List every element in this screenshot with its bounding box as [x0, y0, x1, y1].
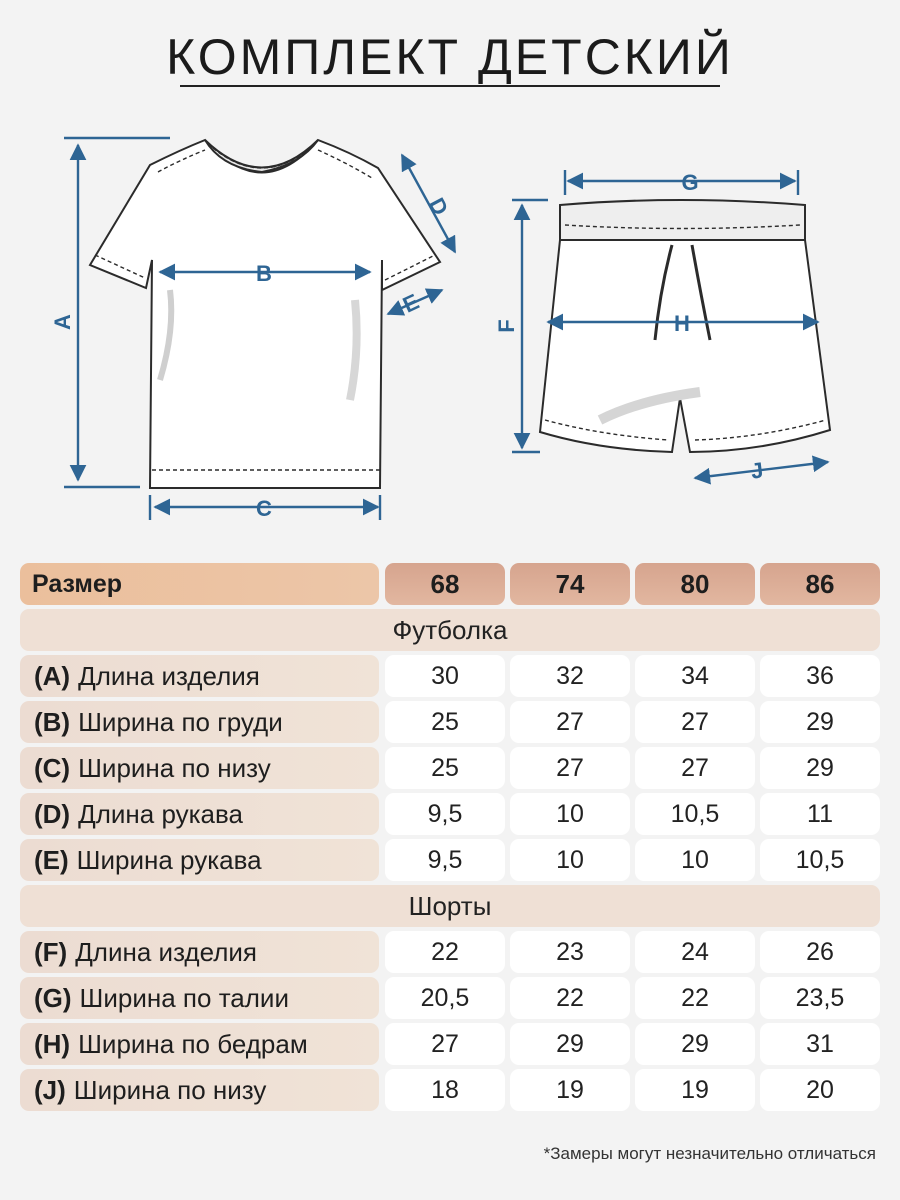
size-header-80: 80 — [635, 563, 755, 605]
table-cell: 29 — [760, 701, 880, 743]
table-cell: 32 — [510, 655, 630, 697]
row-label-g: (G) Ширина по талии — [20, 977, 379, 1019]
dim-label-c: C — [256, 496, 272, 521]
page-title: КОМПЛЕКТ ДЕТСКИЙ — [166, 29, 734, 85]
table-cell: 26 — [760, 931, 880, 973]
dim-label-a: A — [50, 314, 75, 330]
row-label-j: (J) Ширина по низу — [20, 1069, 379, 1111]
table-cell: 34 — [635, 655, 755, 697]
dim-label-e: E — [398, 288, 423, 318]
dim-label-d: D — [423, 193, 454, 220]
table-cell: 23 — [510, 931, 630, 973]
table-cell: 27 — [510, 701, 630, 743]
size-header-86: 86 — [760, 563, 880, 605]
table-cell: 27 — [385, 1023, 505, 1065]
table-cell: 27 — [510, 747, 630, 789]
table-cell: 29 — [510, 1023, 630, 1065]
table-cell: 22 — [385, 931, 505, 973]
table-cell: 29 — [760, 747, 880, 789]
dim-label-j: J — [749, 457, 765, 484]
row-label-a: (A) Длина изделия — [20, 655, 379, 697]
table-cell: 10 — [635, 839, 755, 881]
size-header-label: Размер — [20, 563, 379, 605]
table-cell: 36 — [760, 655, 880, 697]
section-shorts: Шорты — [20, 885, 880, 927]
table-cell: 27 — [635, 701, 755, 743]
size-header-68: 68 — [385, 563, 505, 605]
table-cell: 22 — [635, 977, 755, 1019]
table-cell: 22 — [510, 977, 630, 1019]
table-cell: 29 — [635, 1023, 755, 1065]
dim-label-f: F — [494, 319, 519, 333]
table-cell: 19 — [510, 1069, 630, 1111]
table-cell: 20,5 — [385, 977, 505, 1019]
table-cell: 10,5 — [760, 839, 880, 881]
size-header-74: 74 — [510, 563, 630, 605]
table-cell: 19 — [635, 1069, 755, 1111]
table-cell: 10 — [510, 793, 630, 835]
row-label-h: (H) Ширина по бедрам — [20, 1023, 379, 1065]
row-label-e: (E) Ширина рукава — [20, 839, 379, 881]
table-cell: 10,5 — [635, 793, 755, 835]
row-label-b: (B) Ширина по груди — [20, 701, 379, 743]
table-cell: 24 — [635, 931, 755, 973]
table-cell: 25 — [385, 701, 505, 743]
table-cell: 20 — [760, 1069, 880, 1111]
table-cell: 18 — [385, 1069, 505, 1111]
table-cell: 23,5 — [760, 977, 880, 1019]
table-cell: 9,5 — [385, 839, 505, 881]
table-cell: 27 — [635, 747, 755, 789]
section-tshirt: Футболка — [20, 609, 880, 651]
row-label-f: (F) Длина изделия — [20, 931, 379, 973]
table-cell: 9,5 — [385, 793, 505, 835]
measurement-note: *Замеры могут незначительно отличаться — [543, 1144, 876, 1163]
row-label-c: (C) Ширина по низу — [20, 747, 379, 789]
garment-diagram — [0, 0, 900, 540]
table-cell: 10 — [510, 839, 630, 881]
table-cell: 25 — [385, 747, 505, 789]
row-label-d: (D) Длина рукава — [20, 793, 379, 835]
dim-label-g: G — [681, 170, 699, 195]
table-cell: 30 — [385, 655, 505, 697]
table-cell: 31 — [760, 1023, 880, 1065]
dim-label-h: H — [674, 311, 690, 336]
dim-label-b: B — [256, 261, 272, 286]
table-cell: 11 — [760, 793, 880, 835]
tshirt-sketch — [90, 140, 440, 488]
